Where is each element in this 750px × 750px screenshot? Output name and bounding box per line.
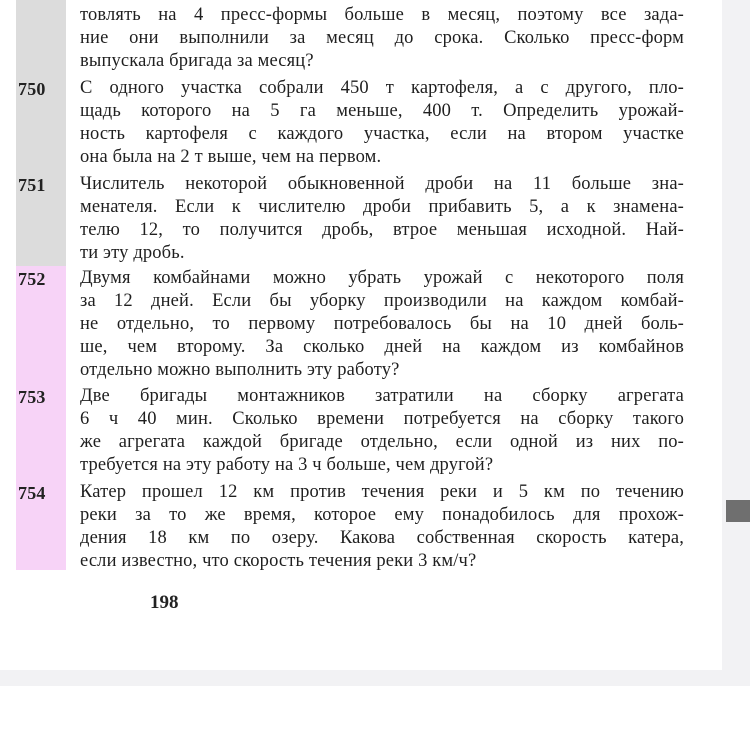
text-line: не отдельно, то первому потребовалось бы на 10 дней боль-	[80, 314, 684, 334]
text-line: менателя. Если к числителю дроби прибавить 5, а к знамена-	[80, 197, 684, 217]
text-line: телю 12, то получится дробь, втрое меньшая исходной. Най-	[80, 220, 684, 240]
text-line: дения 18 км по озеру. Какова собственная скорость катера,	[80, 528, 684, 548]
text-line: С одного участка собрали 450 т картофеля, а с другого, пло-	[80, 78, 684, 98]
problem-number: 751	[18, 175, 46, 195]
problem-number: 753	[18, 387, 46, 407]
problem-number: 754	[18, 483, 46, 503]
text-line: требуется на эту работу на 3 ч больше, чем другой?	[80, 455, 494, 475]
text-line: отдельно можно выполнить эту работу?	[80, 360, 400, 380]
text-line: 6 ч 40 мин. Сколько времени потребуется на сборку такого	[80, 409, 684, 429]
text-line: товлять на 4 пресс-формы больше в месяц, поэтому все зада-	[80, 5, 684, 25]
text-line: щадь которого на 5 га меньше, 400 т. Определить урожай-	[80, 101, 684, 121]
text-line: же агрегата каждой бригаде отдельно, если одной из них по-	[80, 432, 684, 452]
viewer-bottom-area	[0, 686, 750, 750]
text-line: Двумя комбайнами можно убрать урожай с некоторого поля	[80, 268, 684, 288]
problem-number: 750	[18, 79, 46, 99]
text-line: она была на 2 т выше, чем на первом.	[80, 147, 382, 167]
problem-number: 752	[18, 269, 46, 289]
problem-750	[0, 76, 722, 172]
text-line: ние они выполнили за месяц до срока. Сколько пресс-форм	[80, 28, 684, 48]
text-line: выпускала бригада за месяц?	[80, 51, 314, 71]
problem-752	[0, 266, 722, 384]
page-number: 198	[150, 592, 179, 613]
scroll-tab[interactable]	[726, 500, 750, 522]
text-line: Две бригады монтажников затратили на сборку агрегата	[80, 386, 684, 406]
problem-753	[0, 384, 722, 480]
text-line: за 12 дней. Если бы уборку производили на каждом комбай-	[80, 291, 684, 311]
text-line: если известно, что скорость течения реки 3 км/ч?	[80, 551, 477, 571]
margin-highlight-gray	[16, 0, 66, 76]
text-line: Числитель некоторой обыкновенной дроби на 11 больше зна-	[80, 174, 684, 194]
problem-751	[0, 172, 722, 266]
text-line: Катер прошел 12 км против течения реки и 5 км по течению	[80, 482, 684, 502]
viewer-side-gutter	[722, 0, 750, 686]
text-line: ше, чем второму. За сколько дней на каждом из комбайнов	[80, 337, 684, 357]
text-line: реки за то же время, которое ему понадобилось для прохож-	[80, 505, 684, 525]
text-line: ти эту дробь.	[80, 243, 185, 263]
problem-749-continuation	[0, 0, 722, 76]
problem-754	[0, 480, 722, 570]
text-line: ность картофеля с каждого участка, если на втором участке	[80, 124, 684, 144]
